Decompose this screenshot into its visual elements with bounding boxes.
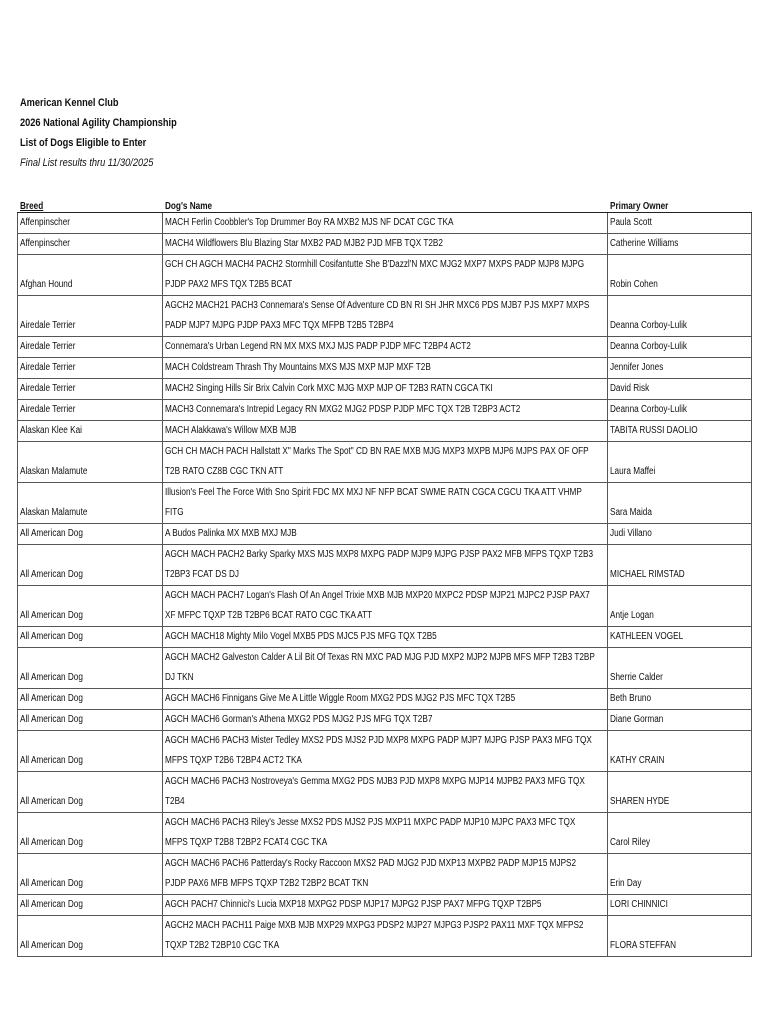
dog-name-cell: AGCH MACH6 Finnigans Give Me A Little Wiggle Room MXG2 PDS MJG2 PJS MFC TQX T2B5	[163, 689, 608, 710]
owner-cell: SHAREN HYDE	[608, 772, 752, 813]
breed-cell: Airedale Terrier	[18, 296, 163, 337]
dog-name-cell: AGCH2 MACH21 PACH3 Connemara's Sense Of Adventure CD BN RI SH JHR MXC6 PDS MJB7 PJS MXP7 MXPS PADP MJP7 MJPG PJDP PAX3 MFC TQX MFPB T2B5 T2BP4	[163, 296, 608, 337]
dog-name-cell: AGCH MACH PACH7 Logan's Flash Of An Angel Trixie MXB MJB MXP20 MXPC2 PDSP MJP21 MJPC2 PJSP PAX7 XF MFPC TQXP T2B T2BP6 BCAT RATO CGC TKA ATT	[163, 586, 608, 627]
table-row	[18, 916, 752, 957]
dog-name-cell: GCH CH MACH PACH Hallstatt X" Marks The Spot" CD BN RAE MXB MJG MXP3 MXPB MJP6 MJPS PAX OF OFP T2B RATO CZ8B CGC TKN ATT	[163, 442, 608, 483]
dog-name-cell: A Budos Palinka MX MXB MXJ MJB	[163, 524, 608, 545]
dog-name-cell: AGCH MACH PACH2 Barky Sparky MXS MJS MXP8 MXPG PADP MJP9 MJPG PJSP PAX2 MFB MFPS TQXP T2B3 T2BP3 FCAT DS DJ	[163, 545, 608, 586]
dog-name-cell: AGCH MACH6 PACH3 Mister Tedley MXS2 PDS MJS2 PJD MXP8 MXPG PADP MJP7 MJPG PJSP PAX3 MFG TQX MFPS TQXP T2B6 T2BP4 ACT2 TKA	[163, 731, 608, 772]
owner-cell: Erin Day	[608, 854, 752, 895]
owner-cell: Deanna Corboy-Lulik	[608, 296, 752, 337]
breed-cell: Alaskan Malamute	[18, 483, 163, 524]
breed-cell: Airedale Terrier	[18, 400, 163, 421]
table-row	[18, 234, 752, 255]
dog-name-cell: MACH4 Wildflowers Blu Blazing Star MXB2 PAD MJB2 PJD MFB TQX T2B2	[163, 234, 608, 255]
table-row	[18, 586, 752, 627]
dog-name-cell: MACH Ferlin Coobbler's Top Drummer Boy RA MXB2 MJS NF DCAT CGC TKA	[163, 213, 608, 234]
dog-name-cell: MACH3 Connemara's Intrepid Legacy RN MXG2 MJG2 PDSP PJDP MFC TQX T2B T2BP3 ACT2	[163, 400, 608, 421]
dog-name-cell: AGCH MACH2 Galveston Calder A Lil Bit Of Texas RN MXC PAD MJG PJD MXP2 MJP2 MJPB MFS MFP T2B3 T2BP DJ TKN	[163, 648, 608, 689]
table-row	[18, 442, 752, 483]
org-name: American Kennel Club	[20, 97, 119, 109]
owner-cell: Sara Maida	[608, 483, 752, 524]
dog-name-cell: AGCH2 MACH PACH11 Paige MXB MJB MXP29 MXPG3 PDSP2 MJP27 MJPG3 PJSP2 PAX11 MXF TQX MFPS2 TQXP T2B2 T2BP10 CGC TKA	[163, 916, 608, 957]
table-row	[18, 358, 752, 379]
dog-name-cell: Illusion's Feel The Force With Sno Spirit FDC MX MXJ NF NFP BCAT SWME RATN CGCA CGCU TKA ATT VHMP FITG	[163, 483, 608, 524]
table-row	[18, 296, 752, 337]
table-row	[18, 379, 752, 400]
column-header-dog-name: Dog's Name	[163, 194, 608, 213]
breed-cell: All American Dog	[18, 545, 163, 586]
dog-name-cell: AGCH MACH6 PACH3 Nostroveya's Gemma MXG2 PDS MJB3 PJD MXP8 MXPG MJP14 MJPB2 PAX3 MFG TQX T2B4	[163, 772, 608, 813]
table-header-row	[18, 194, 752, 213]
document-header	[20, 93, 177, 173]
table-row	[18, 710, 752, 731]
table-row	[18, 255, 752, 296]
breed-cell: Alaskan Klee Kai	[18, 421, 163, 442]
dog-name-cell: Connemara's Urban Legend RN MX MXS MXJ MJS PADP PJDP MFC T2BP4 ACT2	[163, 337, 608, 358]
breed-cell: All American Dog	[18, 772, 163, 813]
table-row	[18, 337, 752, 358]
event-title: 2026 National Agility Championship	[20, 117, 177, 129]
breed-cell: Alaskan Malamute	[18, 442, 163, 483]
owner-cell: TABITA RUSSI DAOLIO	[608, 421, 752, 442]
breed-cell: All American Dog	[18, 524, 163, 545]
dog-name-cell: MACH Coldstream Thrash Thy Mountains MXS MJS MXP MJP MXF T2B	[163, 358, 608, 379]
table-row	[18, 813, 752, 854]
table-row	[18, 854, 752, 895]
table-row	[18, 895, 752, 916]
owner-cell: Judi Villano	[608, 524, 752, 545]
owner-cell: Beth Bruno	[608, 689, 752, 710]
table-row	[18, 400, 752, 421]
owner-cell: Carol Riley	[608, 813, 752, 854]
owner-cell: FLORA STEFFAN	[608, 916, 752, 957]
column-header-primary-owner: Primary Owner	[608, 194, 752, 213]
breed-cell: All American Dog	[18, 895, 163, 916]
breed-cell: All American Dog	[18, 627, 163, 648]
owner-cell: Jennifer Jones	[608, 358, 752, 379]
owner-cell: KATHY CRAIN	[608, 731, 752, 772]
owner-cell: Antje Logan	[608, 586, 752, 627]
owner-cell: Deanna Corboy-Lulik	[608, 400, 752, 421]
owner-cell: Laura Maffei	[608, 442, 752, 483]
breed-cell: All American Dog	[18, 586, 163, 627]
breed-cell: Airedale Terrier	[18, 379, 163, 400]
dog-name-cell: MACH Alakkawa's Willow MXB MJB	[163, 421, 608, 442]
breed-cell: All American Dog	[18, 648, 163, 689]
table-row	[18, 483, 752, 524]
breed-cell: All American Dog	[18, 813, 163, 854]
breed-cell: Affenpinscher	[18, 234, 163, 255]
table-row	[18, 421, 752, 442]
breed-cell: Affenpinscher	[18, 213, 163, 234]
table-row	[18, 648, 752, 689]
table-row	[18, 545, 752, 586]
owner-cell: Sherrie Calder	[608, 648, 752, 689]
dog-name-cell: AGCH MACH18 Mighty Milo Vogel MXB5 PDS MJC5 PJS MFG TQX T2B5	[163, 627, 608, 648]
eligible-dogs-table	[17, 194, 752, 957]
dog-name-cell: AGCH MACH6 PACH6 Patterday's Rocky Raccoon MXS2 PAD MJG2 PJD MXP13 MXPB2 PADP MJP15 MJPS2 PJDP PAX6 MFB MFPS TQXP T2B2 T2BP2 BCAT TKN	[163, 854, 608, 895]
dog-name-cell: AGCH PACH7 Chinnici's Lucia MXP18 MXPG2 PDSP MJP17 MJPG2 PJSP PAX7 MFPG TQXP T2BP5	[163, 895, 608, 916]
owner-cell: Paula Scott	[608, 213, 752, 234]
list-subtitle: Final List results thru 11/30/2025	[20, 157, 154, 169]
breed-cell: All American Dog	[18, 854, 163, 895]
list-title: List of Dogs Eligible to Enter	[20, 137, 147, 149]
column-header-breed: Breed	[18, 194, 163, 213]
owner-cell: Robin Cohen	[608, 255, 752, 296]
breed-cell: All American Dog	[18, 731, 163, 772]
owner-cell: Diane Gorman	[608, 710, 752, 731]
table-row	[18, 689, 752, 710]
owner-cell: MICHAEL RIMSTAD	[608, 545, 752, 586]
owner-cell: David Risk	[608, 379, 752, 400]
owner-cell: LORI CHINNICI	[608, 895, 752, 916]
table-row	[18, 731, 752, 772]
breed-cell: All American Dog	[18, 916, 163, 957]
breed-cell: Airedale Terrier	[18, 358, 163, 379]
table-row	[18, 524, 752, 545]
owner-cell: KATHLEEN VOGEL	[608, 627, 752, 648]
table-row	[18, 772, 752, 813]
dog-name-cell: MACH2 Singing Hills Sir Brix Calvin Cork MXC MJG MXP MJP OF T2B3 RATN CGCA TKI	[163, 379, 608, 400]
dog-name-cell: GCH CH AGCH MACH4 PACH2 Stormhill Cosifantutte She B'Dazzl'N MXC MJG2 MXP7 MXPS PADP MJP8 MJPG PJDP PAX2 MFS TQX T2B5 BCAT	[163, 255, 608, 296]
dog-name-cell: AGCH MACH6 Gorman's Athena MXG2 PDS MJG2 PJS MFG TQX T2B7	[163, 710, 608, 731]
table-row	[18, 213, 752, 234]
breed-cell: Airedale Terrier	[18, 337, 163, 358]
breed-cell: Afghan Hound	[18, 255, 163, 296]
owner-cell: Deanna Corboy-Lulik	[608, 337, 752, 358]
breed-cell: All American Dog	[18, 710, 163, 731]
table-row	[18, 627, 752, 648]
dog-name-cell: AGCH MACH6 PACH3 Riley's Jesse MXS2 PDS MJS2 PJS MXP11 MXPC PADP MJP10 MJPC PAX3 MFC TQX MFPS TQXP T2B8 T2BP2 FCAT4 CGC TKA	[163, 813, 608, 854]
breed-cell: All American Dog	[18, 689, 163, 710]
owner-cell: Catherine Williams	[608, 234, 752, 255]
